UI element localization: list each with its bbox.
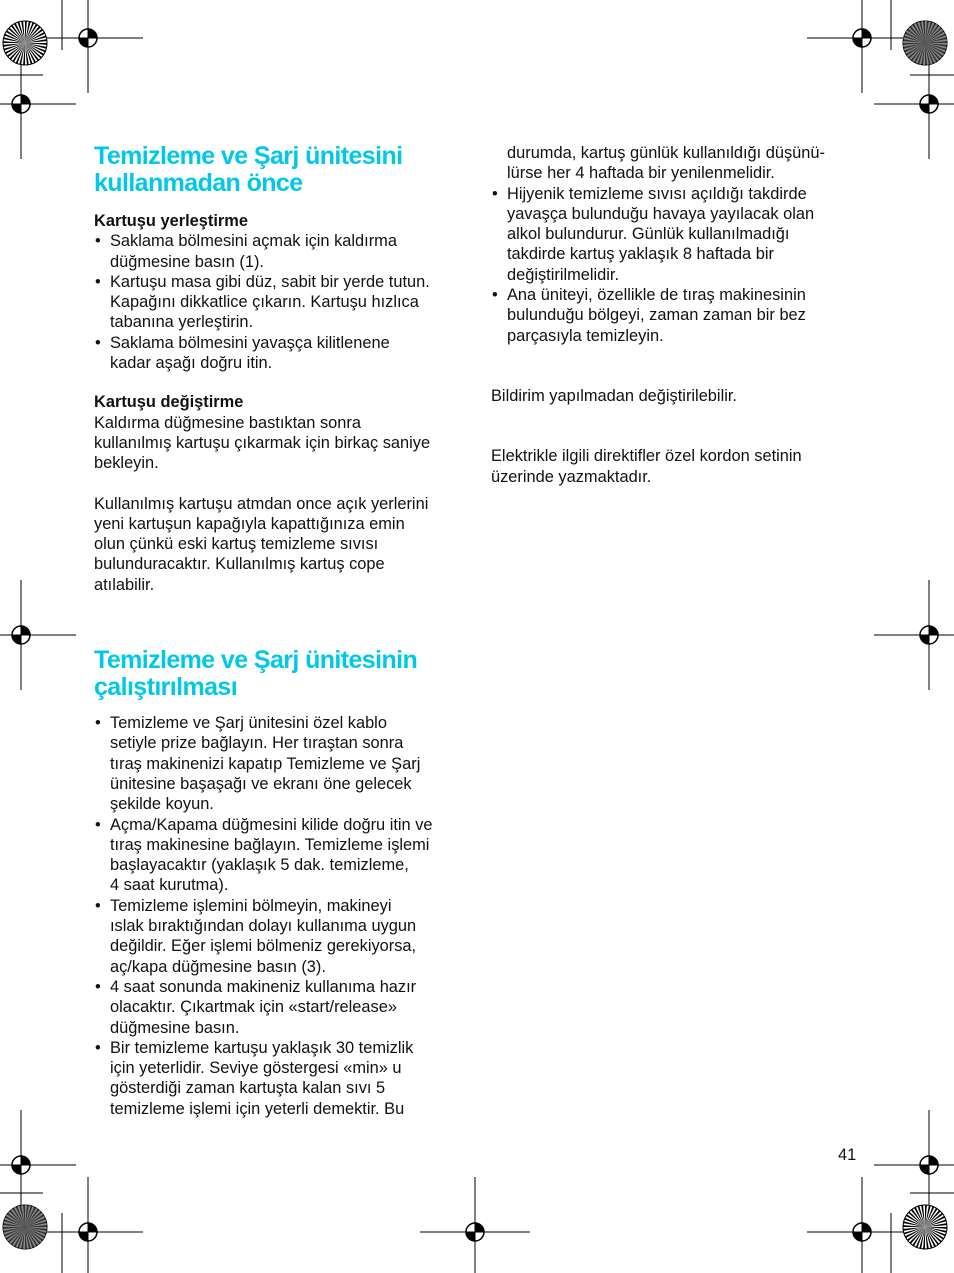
text-line: bulunduğu bölgeyi, zaman zaman bir bez [507, 306, 806, 325]
heading-operation [94, 647, 464, 701]
crosshair-registration-icon [33, 1177, 143, 1273]
crosshair-registration-icon [807, 0, 917, 93]
text-line: kullanılmış kartuşu çıkarmak için birkaç saniye [94, 433, 431, 452]
crosshair-registration-icon [0, 1110, 76, 1220]
crosshair-registration-icon [874, 1110, 954, 1220]
hygiene-list [491, 184, 871, 346]
text-line: olun çünkü eski kartuş temizleme sıvısı [94, 535, 379, 554]
crosshair-registration-icon [0, 49, 76, 159]
text-line: durumda, kartuş günlük kullanıldığı düşünü- [507, 144, 825, 162]
text-line: • Açma/Kapama düğmesini kilide doğru itin ve [110, 815, 433, 834]
text-line: setiyle prize bağlayın. Her tıraştan sonra [110, 734, 404, 753]
crosshair-registration-icon [874, 49, 954, 159]
text-line: • Saklama bölmesini yavaşça kilitlenene [110, 333, 390, 352]
crosshair-registration-icon [807, 1177, 917, 1273]
subheading-replace-cartridge: Kartuşu değiştirme [94, 393, 244, 412]
text-line: üzerinde yazmaktadır. [491, 467, 652, 486]
list-item [94, 713, 464, 814]
text-line: olacaktır. Çıkartmak için «start/release» [110, 998, 397, 1017]
text-line: • Ana üniteyi, özellikle de tıraş makinesinin [507, 286, 806, 305]
text-line: şekilde koyun. [110, 795, 214, 814]
subheading-insert-cartridge: Kartuşu yerleştirme [94, 212, 248, 230]
text-line: düğmesine basın (1). [110, 252, 264, 271]
text-line: • Temizleme işlemini bölmeyin, makineyi [110, 896, 392, 915]
list-item [94, 272, 464, 333]
crosshair-registration-icon [420, 1177, 530, 1273]
text-line: 4 saat kurutma). [110, 876, 229, 895]
text-line: bekleyin. [94, 454, 159, 473]
radial-star-target-icon [903, 21, 947, 65]
text-line: atılabilir. [94, 575, 155, 594]
text-line: başlayacaktır (yaklaşık 5 dak. temizleme, [110, 856, 409, 875]
text-line: Elektrikle ilgili direktifler özel kordon setinin [491, 447, 802, 466]
page-number: 41 [838, 1146, 857, 1164]
radial-star-target-icon [3, 21, 47, 65]
text-line: değiştirilmelidir. [507, 265, 620, 284]
text-line: • Kartuşu masa gibi düz, sabit bir yerde tutun. [110, 272, 430, 291]
text-line: • 4 saat sonunda makineniz kullanıma hazır [110, 977, 417, 996]
list-item [94, 1038, 464, 1119]
text-line: için yeterlidir. Seviye göstergesi «min» u [110, 1059, 402, 1078]
text-line: düğmesine basın. [110, 1018, 240, 1037]
text-line: yeni kartuşun kapağıyla kapattığınıza emin [94, 514, 405, 533]
list-item [94, 333, 464, 374]
text-line: tabanına yerleştirin. [110, 313, 254, 332]
replace-paragraph [94, 413, 464, 474]
heading-before-use [94, 143, 464, 197]
text-line: lürse her 4 haftada bir yenilenmelidir. [507, 164, 775, 183]
right-column [491, 143, 871, 487]
text-line: • Hijyenik temizleme sıvısı açıldığı takdirde [507, 184, 807, 203]
text-line: • Bir temizleme kartuşu yaklaşık 30 temizlik [110, 1038, 414, 1057]
radial-star-target-icon [903, 1205, 947, 1249]
text-line: tıraş makinenizi kapatıp Temizleme ve Şarj [110, 754, 421, 773]
list-item [491, 285, 871, 346]
heading-line: Temizleme ve Şarj ünitesini [94, 142, 403, 170]
text-line: kadar aşağı doğru itin. [110, 354, 273, 373]
text-line: • Temizleme ve Şarj ünitesini özel kablo [110, 714, 387, 733]
text-line: Kullanılmış kartuşu atmdan once açık yerlerini [94, 494, 429, 513]
text-line: tıraş makinesine bağlayın. Temizleme işlemi [110, 835, 430, 854]
notice-text: Bildirim yapılmadan değiştirilebilir. [491, 386, 737, 405]
text-line: Kaldırma düğmesine bastıktan sonra [94, 413, 361, 432]
text-line: Kapağını dikkatlice çıkarın. Kartuşu hızlıca [110, 293, 419, 312]
text-line: • Saklama bölmesini açmak için kaldırma [110, 232, 397, 251]
text-line: bulunduracaktır. Kullanılmış kartuş cope [94, 555, 385, 574]
list-item [491, 184, 871, 285]
text-line: temizleme işlemi için yeterli demektir. Bu [110, 1099, 405, 1118]
list-item [94, 815, 464, 896]
text-line: ünitesine başaşağı ve ekranı öne gelecek [110, 774, 412, 793]
heading-line: Temizleme ve Şarj ünitesinin [94, 646, 418, 675]
disposal-paragraph [94, 494, 464, 595]
text-line: ıslak bıraktığından dolayı kullanıma uygun [110, 917, 417, 936]
text-line: yavaşça bulunduğu havaya yayılacak olan [507, 204, 815, 223]
text-line: takdirde kartuş yaklaşık 8 haftada bir [507, 245, 774, 264]
text-line: değildir. Eğer işlemi bölmeniz gerekiyorsa, [110, 937, 417, 956]
insert-cartridge-list [94, 231, 464, 373]
text-line: alkol bulundurur. Günlük kullanılmadığı [507, 225, 790, 244]
directive-text [491, 446, 871, 487]
radial-star-target-icon [3, 1205, 47, 1249]
crosshair-registration-icon [874, 580, 954, 690]
bullet-continuation [491, 143, 871, 184]
crosshair-registration-icon [33, 0, 143, 93]
list-item [94, 896, 464, 977]
operation-list [94, 713, 464, 1119]
crosshair-registration-icon [0, 580, 76, 690]
text-line: gösterdiği zaman kartuşta kalan sıvı 5 [110, 1079, 386, 1098]
heading-line: kullanmadan önce [94, 169, 303, 197]
list-item [94, 977, 464, 1038]
text-line: parçasıyla temizleyin. [507, 326, 664, 345]
heading-line: çalıştırılması [94, 673, 238, 702]
list-item [94, 231, 464, 272]
left-column [94, 143, 464, 1119]
text-line: aç/kapa düğmesine basın (3). [110, 957, 326, 976]
